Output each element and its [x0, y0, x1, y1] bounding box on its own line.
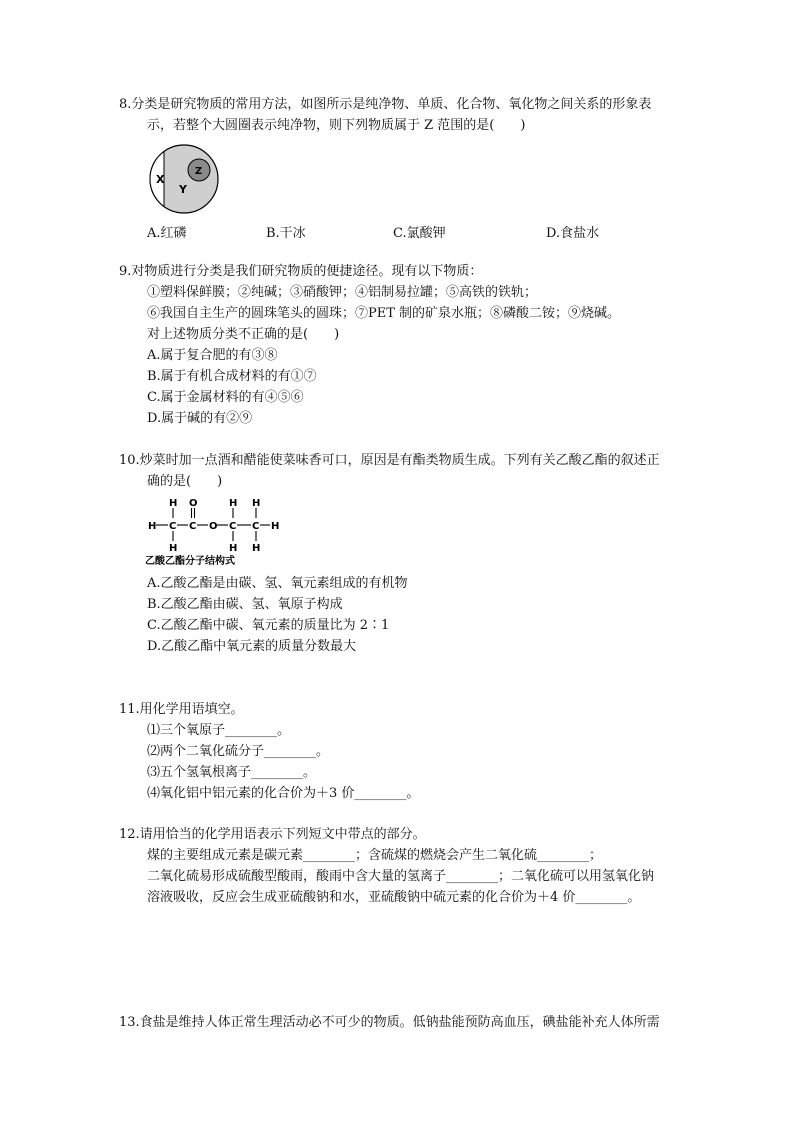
q13-line-1: 13.食盐是维持人体正常生理活动必不可少的物质。低钠盐能预防高血压，碘盐能补充人体所需 — [119, 1015, 660, 1030]
atom-c-1: C — [169, 521, 177, 532]
atom-h-left: H — [148, 521, 157, 532]
q9-line-2: ①塑料保鲜膜；②纯碱；③硝酸钾；④铝制易拉罐；⑤高铁的铁轨； — [147, 285, 538, 300]
atom-c-2: C — [189, 521, 197, 532]
atom-h-right: H — [271, 521, 280, 532]
q8-option-d: D.食盐水 — [546, 226, 600, 241]
q11-item-2: ⑵两个二氧化硫分子________。 — [147, 744, 330, 759]
q10-option-c: C.乙酸乙酯中碳、氧元素的质量比为 2∶1 — [147, 618, 390, 633]
q10-option-b: B.乙酸乙酯由碳、氢、氧原子构成 — [147, 597, 343, 612]
q10-option-a: A.乙酸乙酯是由碳、氢、氧元素组成的有机物 — [147, 576, 408, 591]
q9-option-c: C.属于金属材料的有④⑤⑥ — [147, 390, 304, 405]
q8-line-2: 示，若整个大圆圈表示纯净物，则下列物质属于 Z 范围的是( ) — [147, 118, 526, 133]
q10-option-d: D.乙酸乙酯中氧元素的质量分数最大 — [147, 639, 357, 654]
atom-h-top-2: H — [229, 498, 238, 509]
q9-line-1: 9.对物质进行分类是我们研究物质的便捷途径。现有以下物质： — [119, 264, 483, 279]
q10-line-1: 10.炒菜时加一点酒和醋能使菜味香可口，原因是有酯类物质生成。下列有关乙酸乙酯的叙述正 — [119, 453, 660, 468]
atom-o-ester: O — [209, 521, 218, 532]
q8-line-1: 8.分类是研究物质的常用方法，如图所示是纯净物、单质、化合物、氧化物之间关系的形象表 — [119, 97, 652, 112]
venn-label-z: Z — [195, 166, 203, 177]
q12-line-2: 二氧化硫易形成硫酸型酸雨，酸雨中含大量的氢离子________；二氧化硫可以用氢氧化钠 — [147, 869, 655, 884]
q11-item-3: ⑶五个氢氧根离子________。 — [147, 765, 317, 780]
q11-title: 11.用化学用语填空。 — [119, 702, 244, 717]
q9-option-d: D.属于碱的有②⑨ — [147, 411, 253, 426]
venn-diagram — [148, 143, 222, 215]
atom-h-bottom-3: H — [252, 543, 261, 554]
q11-item-1: ⑴三个氧原子________。 — [147, 723, 291, 738]
q8-option-c: C.氯酸钾 — [393, 226, 446, 241]
q11-item-4: ⑷氧化铝中铝元素的化合价为＋3 价________。 — [147, 786, 420, 801]
q8-option-a: A.红磷 — [147, 226, 187, 241]
atom-h-top-3: H — [252, 498, 261, 509]
atom-h-bottom-1: H — [169, 543, 178, 554]
structure-caption: 乙酸乙酯分子结构式 — [145, 556, 235, 567]
q9-line-3: ⑥我国自主生产的圆珠笔头的圆珠；⑦PET 制的矿泉水瓶；⑧磷酸二铵；⑨烧碱。 — [147, 306, 621, 321]
atom-c-4: C — [252, 521, 260, 532]
q12-line-3: 溶液吸收，反应会生成亚硫酸钠和水，亚硫酸钠中硫元素的化合价为＋4 价________。 — [147, 890, 641, 905]
q12-title: 12.请用恰当的化学用语表示下列短文中带点的部分。 — [119, 827, 426, 842]
venn-label-y: Y — [179, 183, 187, 196]
q10-line-2: 确的是( ) — [147, 474, 223, 489]
atom-h-top-1: H — [169, 498, 178, 509]
atom-h-bottom-2: H — [229, 543, 238, 554]
q8-option-b: B.干冰 — [266, 226, 306, 241]
ethyl-acetate-structure — [145, 496, 285, 568]
venn-label-x: X — [156, 173, 165, 186]
q12-line-1: 煤的主要组成元素是碳元素________；含硫煤的燃烧会产生二氧化硫________； — [147, 848, 603, 863]
q9-option-a: A.属于复合肥的有③⑧ — [147, 348, 278, 363]
atom-c-3: C — [229, 521, 237, 532]
atom-o-carbonyl: O — [189, 498, 198, 509]
q9-option-b: B.属于有机合成材料的有①⑦ — [147, 369, 317, 384]
q9-line-4: 对上述物质分类不正确的是( ) — [147, 327, 340, 342]
